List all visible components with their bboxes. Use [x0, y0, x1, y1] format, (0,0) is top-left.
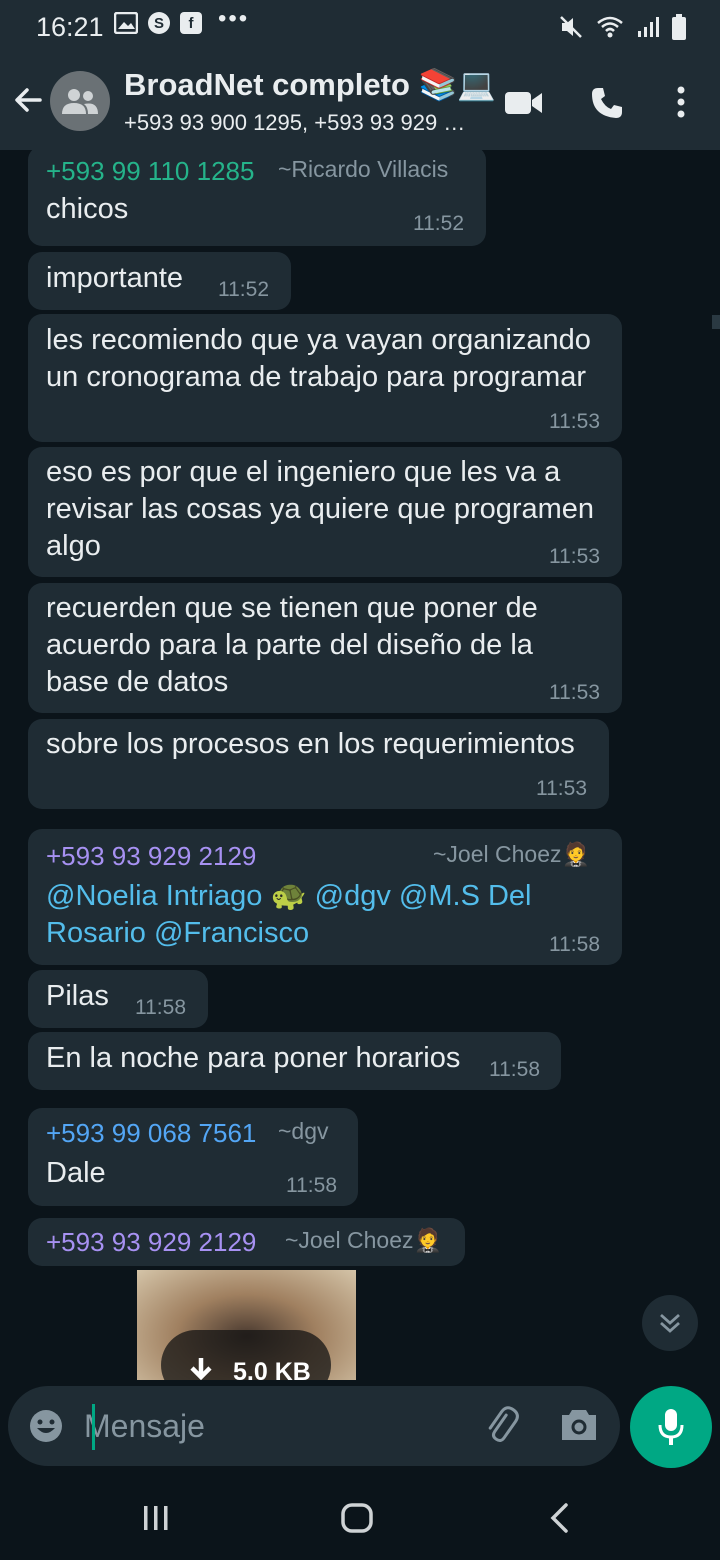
- mention-text[interactable]: @Noelia Intriago 🐢 @dgv @M.S Del: [46, 880, 532, 912]
- message-bubble[interactable]: [28, 1032, 561, 1090]
- message-bubble[interactable]: [28, 447, 622, 577]
- message-bubble[interactable]: [28, 583, 622, 713]
- download-icon: [187, 1356, 215, 1380]
- facebook-icon: f: [180, 12, 202, 34]
- status-time: 16:21: [36, 12, 104, 42]
- message-bubble[interactable]: [28, 719, 609, 809]
- scroll-indicator: [712, 315, 720, 329]
- chat-title[interactable]: BroadNet completo 📚💻: [124, 67, 496, 102]
- video-call-icon[interactable]: [505, 90, 543, 116]
- voice-record-button[interactable]: [630, 1386, 712, 1468]
- emoji-icon[interactable]: [28, 1408, 64, 1444]
- message-text: importante: [46, 262, 184, 294]
- image-thumbnail[interactable]: [137, 1270, 356, 1380]
- message-text: sobre los procesos en los requerimientos: [46, 728, 575, 760]
- message-bubble[interactable]: [28, 150, 486, 246]
- back-nav-icon[interactable]: [548, 1502, 570, 1534]
- sender-phone[interactable]: +593 93 929 2129: [46, 1227, 257, 1257]
- sender-phone[interactable]: +593 99 068 7561: [46, 1118, 257, 1148]
- message-bubble[interactable]: [28, 1218, 465, 1266]
- home-icon[interactable]: [340, 1502, 374, 1534]
- message-bubble[interactable]: [28, 252, 291, 310]
- message-text: acuerdo para la parte del diseño de la: [46, 629, 533, 661]
- message-bubble[interactable]: [28, 829, 622, 965]
- more-notifications-icon: •••: [218, 5, 250, 32]
- sender-nickname: ~Joel Choez🤵: [433, 841, 591, 867]
- message-time: 11:52: [218, 278, 269, 301]
- back-arrow-icon[interactable]: [12, 84, 44, 116]
- skype-icon: S: [148, 12, 170, 34]
- message-text: un cronograma de trabajo para programar: [46, 361, 587, 393]
- chat-header: [0, 56, 720, 150]
- sender-phone[interactable]: +593 99 110 1285: [46, 156, 255, 186]
- chat-subtitle[interactable]: +593 93 900 1295, +593 93 929 …: [124, 110, 466, 135]
- message-text: revisar las cosas ya quiere que programen: [46, 493, 595, 525]
- scroll-to-bottom-button[interactable]: [642, 1295, 698, 1351]
- sender-nickname: ~Ricardo Villacis: [278, 156, 449, 182]
- recent-apps-icon[interactable]: [140, 1504, 172, 1532]
- message-text: les recomiendo que ya vayan organizando: [46, 324, 591, 356]
- double-chevron-down-icon: [658, 1312, 682, 1334]
- download-button[interactable]: [161, 1330, 331, 1380]
- gallery-icon: [114, 12, 138, 34]
- system-navigation-bar: [0, 1476, 720, 1560]
- message-time: 11:58: [489, 1058, 540, 1081]
- message-text: eso es por que el ingeniero que les va a: [46, 456, 561, 488]
- message-bubble[interactable]: [28, 1108, 358, 1206]
- message-text: algo: [46, 530, 101, 562]
- message-time: 11:53: [549, 410, 600, 433]
- message-text: Pilas: [46, 980, 109, 1012]
- message-time: 11:58: [549, 933, 600, 956]
- chat-messages[interactable]: [0, 150, 720, 1380]
- message-text: En la noche para poner horarios: [46, 1042, 461, 1074]
- message-bubble[interactable]: [28, 314, 622, 442]
- message-text: Dale: [46, 1157, 106, 1189]
- signal-icon: [636, 15, 660, 39]
- message-time: 11:53: [549, 545, 600, 568]
- microphone-icon: [656, 1407, 686, 1447]
- sender-nickname: ~Joel Choez🤵: [285, 1227, 443, 1253]
- message-time: 11:52: [413, 212, 464, 235]
- message-input[interactable]: [84, 1402, 464, 1450]
- more-options-icon[interactable]: [676, 86, 686, 118]
- message-text: chicos: [46, 193, 129, 225]
- voice-call-icon[interactable]: [590, 86, 624, 120]
- wifi-icon: [596, 15, 624, 39]
- message-time: 11:53: [549, 681, 600, 704]
- status-bar: [0, 0, 720, 56]
- sender-nickname: ~dgv: [278, 1118, 329, 1144]
- message-text: recuerden que se tienen que poner de: [46, 592, 538, 624]
- mention-text[interactable]: Rosario @Francisco: [46, 917, 310, 949]
- mute-icon: [558, 14, 584, 40]
- message-text: base de datos: [46, 666, 229, 698]
- download-size: 5.0 KB: [233, 1358, 311, 1380]
- message-time: 11:58: [286, 1174, 337, 1197]
- sender-phone[interactable]: +593 93 929 2129: [46, 841, 257, 871]
- message-time: 11:58: [135, 996, 186, 1019]
- message-time: 11:53: [536, 777, 587, 800]
- message-composer: [8, 1386, 620, 1466]
- group-icon: [60, 86, 100, 116]
- attach-icon[interactable]: [482, 1406, 522, 1446]
- group-avatar[interactable]: [50, 71, 110, 131]
- message-bubble[interactable]: [28, 970, 208, 1028]
- battery-icon: [672, 14, 686, 40]
- camera-icon[interactable]: [560, 1408, 598, 1442]
- text-caret: [92, 1404, 95, 1450]
